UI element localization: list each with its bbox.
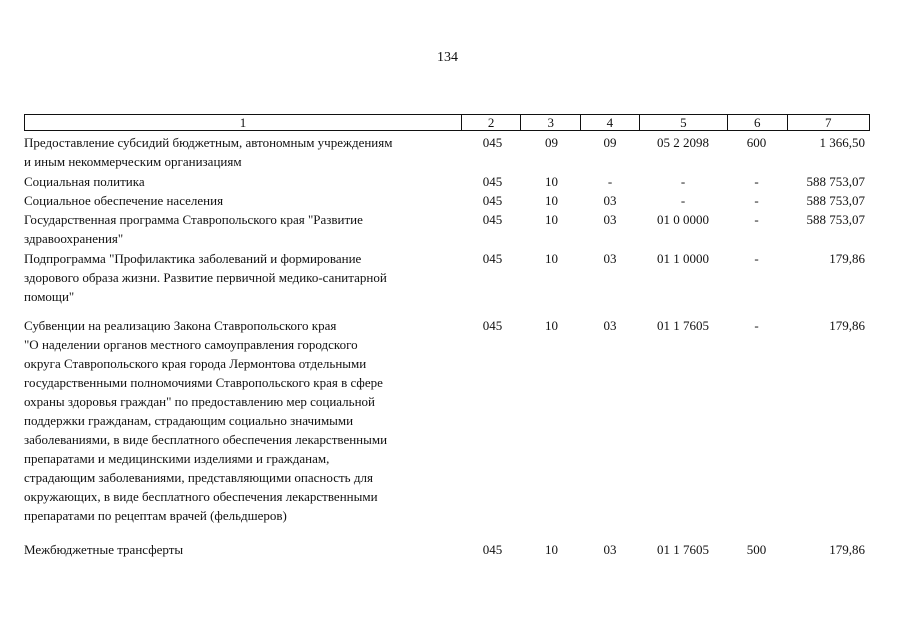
row-col-2: 045 [482, 251, 503, 266]
table-row [24, 540, 870, 559]
row-col-4: 03 [603, 251, 617, 266]
row-col-7: 1 366,50 [819, 135, 865, 150]
row-col-3: 10 [545, 193, 558, 208]
header-col-6: 6 [727, 115, 787, 130]
row-col-4: 03 [603, 193, 617, 208]
row-col-2: 045 [482, 212, 503, 227]
row-col-2: 045 [482, 542, 503, 557]
row-col-5: 01 1 0000 [657, 251, 709, 266]
row-col-4: 09 [603, 135, 617, 150]
row-col-2: 045 [482, 174, 503, 189]
row-col-6: - [754, 174, 759, 189]
row-col-5: 01 1 7605 [657, 542, 709, 557]
table-row [24, 191, 870, 210]
header-col-4: 4 [580, 115, 639, 130]
page-number: 134 [437, 50, 458, 65]
row-col-4: - [607, 174, 613, 189]
row-col-5: - [680, 174, 686, 189]
row-name: Предоставление субсидий бюджетным, автономным учреждениям и иным некоммерческим организациям [24, 135, 393, 169]
table-row [24, 210, 870, 248]
row-col-5: 05 2 2098 [657, 135, 709, 150]
row-col-6: - [754, 251, 759, 266]
header-col-1: 1 [239, 115, 247, 130]
row-name: Государственная программа Ставропольского края "Развитие здравоохранения" [24, 212, 363, 246]
header-col-5: 5 [639, 115, 727, 130]
table-row [24, 172, 870, 191]
row-col-5: - [680, 193, 686, 208]
row-col-3: 10 [545, 212, 558, 227]
row-col-6: - [754, 212, 759, 227]
row-col-7: 588 753,07 [806, 193, 865, 208]
row-col-3: 10 [545, 542, 558, 557]
row-col-7: 588 753,07 [806, 212, 865, 227]
row-col-3: 09 [545, 135, 558, 150]
row-col-7: 588 753,07 [806, 174, 865, 189]
row-name: Подпрограмма "Профилактика заболеваний и формирование здорового образа жизни. Развитие первичной медико-санитарной помощи" [24, 251, 387, 304]
row-col-2: 045 [482, 135, 503, 150]
header-col-2: 2 [461, 115, 521, 130]
row-col-7: 179,86 [829, 542, 865, 557]
row-col-3: 10 [545, 174, 558, 189]
row-col-7: 179,86 [829, 318, 865, 333]
row-col-4: 03 [603, 212, 617, 227]
row-col-3: 10 [545, 251, 558, 266]
header-col-7: 7 [787, 115, 869, 130]
row-name: Межбюджетные трансферты [24, 542, 184, 557]
row-col-6: 500 [746, 542, 767, 557]
header-col-3: 3 [520, 115, 580, 130]
table-row [24, 249, 870, 306]
row-col-5: 01 0 0000 [657, 212, 709, 227]
row-col-5: 01 1 7605 [657, 318, 709, 333]
row-col-3: 10 [545, 318, 558, 333]
row-col-7: 179,86 [829, 251, 865, 266]
table-header-row [24, 114, 870, 131]
row-col-4: 03 [603, 318, 617, 333]
row-col-2: 045 [482, 193, 503, 208]
row-name: Субвенции на реализацию Закона Ставропольского края "О наделении органов местного самоуправления городского округа Ставропольского края города Лермонтова отдельными государственными полномочиями Ставропольского края в сфере охраны здоровья граждан" по предоставлению мер социальной поддержки гражданам, страдающим социально значимыми заболеваниями, в виде бесплатного обеспечения лекарственными препаратами и медицинскими изделиями и гражданам, страдающим заболеваниями, представляющими опасность для окружающих, в виде бесплатного обеспечения лекарственными препаратами по рецептам врачей (фельдшеров) [24, 318, 388, 523]
row-name: Социальная политика [24, 174, 145, 189]
row-name: Социальное обеспечение населения [24, 193, 224, 208]
row-col-6: - [754, 193, 759, 208]
row-col-4: 03 [603, 542, 617, 557]
row-col-6: 600 [746, 135, 767, 150]
table-row [24, 133, 870, 171]
row-col-2: 045 [482, 318, 503, 333]
row-col-6: - [754, 318, 759, 333]
table-row [24, 316, 870, 525]
